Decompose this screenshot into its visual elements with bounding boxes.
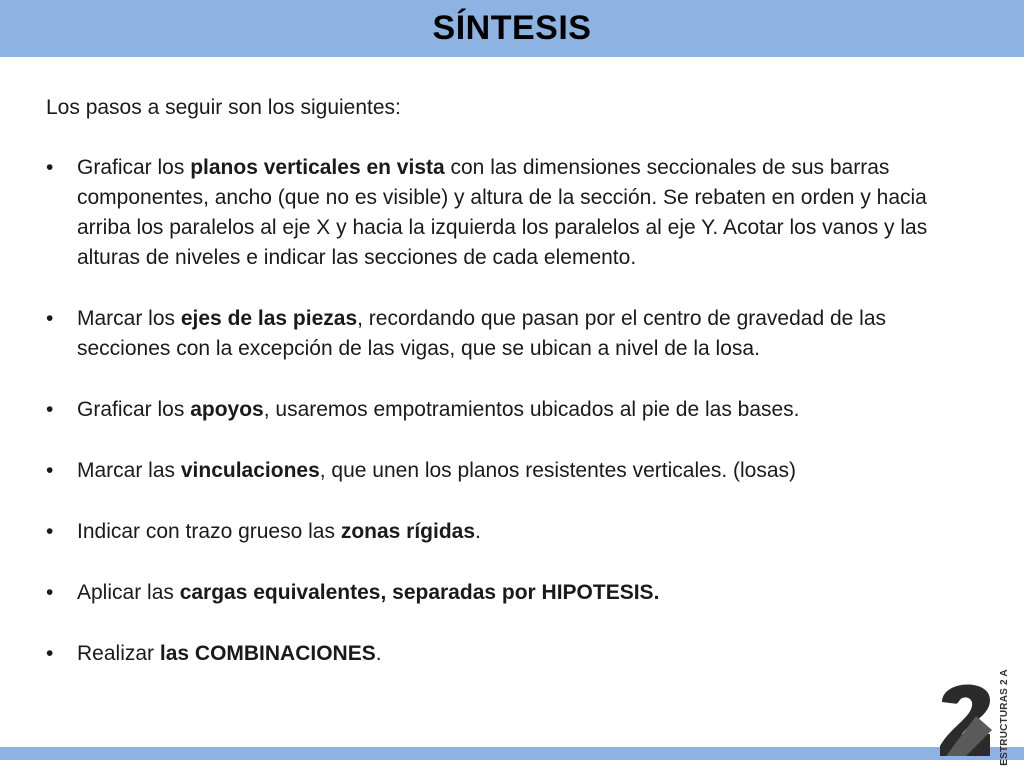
title-bar <box>0 0 1024 57</box>
bullet-bold-text: ejes de las piezas <box>180 307 358 330</box>
bullet-bold-text: planos verticales en vista <box>190 156 445 179</box>
bullet-text: . <box>475 520 481 543</box>
list-item <box>46 395 966 425</box>
list-item <box>46 578 966 608</box>
bullet-text: , usaremos empotramientos ubicados al pie de las bases. <box>263 398 800 421</box>
list-item <box>46 153 966 273</box>
slide-title: SÍNTESIS <box>432 9 592 47</box>
steps-list <box>46 153 966 669</box>
bullet-bold-text: zonas rígidas <box>340 520 476 543</box>
list-item <box>46 456 966 486</box>
bullet-text: , que unen los planos resistentes verticales. (losas) <box>319 459 796 482</box>
bullet-text: Marcar las <box>77 459 181 482</box>
bullet-text: Indicar con trazo grueso las <box>77 520 341 543</box>
bullet-text: Marcar los <box>77 307 181 330</box>
bullet-text: . <box>375 642 382 665</box>
bullet-bold-text: cargas equivalentes, separadas por HIPOTESIS. <box>179 581 660 604</box>
bullet-text: Realizar <box>77 642 160 665</box>
slide-content <box>46 93 966 700</box>
bullet-bold-text: apoyos <box>190 398 264 421</box>
logo-text <box>986 668 1022 766</box>
bullet-text: Graficar los <box>77 156 191 179</box>
list-item <box>46 304 966 364</box>
bullet-text: , recordando que pasan por el centro de gravedad de las secciones con la excepción de las vigas, que se ubican a nivel de la losa. <box>77 307 887 360</box>
logo-label: ESTRUCTURAS 2 A <box>998 668 1010 766</box>
bullet-bold-text: las COMBINACIONES <box>159 642 376 665</box>
bullet-bold-text: vinculaciones <box>180 459 320 482</box>
bullet-text: con las dimensiones seccionales de sus barras componentes, ancho (que no es visible) y altura de la sección. Se rebaten en orden y hacia arriba los paralelos al eje X y hacia la izquierda los paralelos al eje Y. Acotar los vanos y las alturas de niveles e indicar las secciones de cada elemento. <box>77 156 928 269</box>
list-item <box>46 639 966 669</box>
bullet-text: Aplicar las <box>77 581 180 604</box>
footer-bar <box>0 747 1024 760</box>
intro-text: Los pasos a seguir son los siguientes: <box>46 96 401 119</box>
bullet-text: Graficar los <box>77 398 191 421</box>
list-item <box>46 517 966 547</box>
